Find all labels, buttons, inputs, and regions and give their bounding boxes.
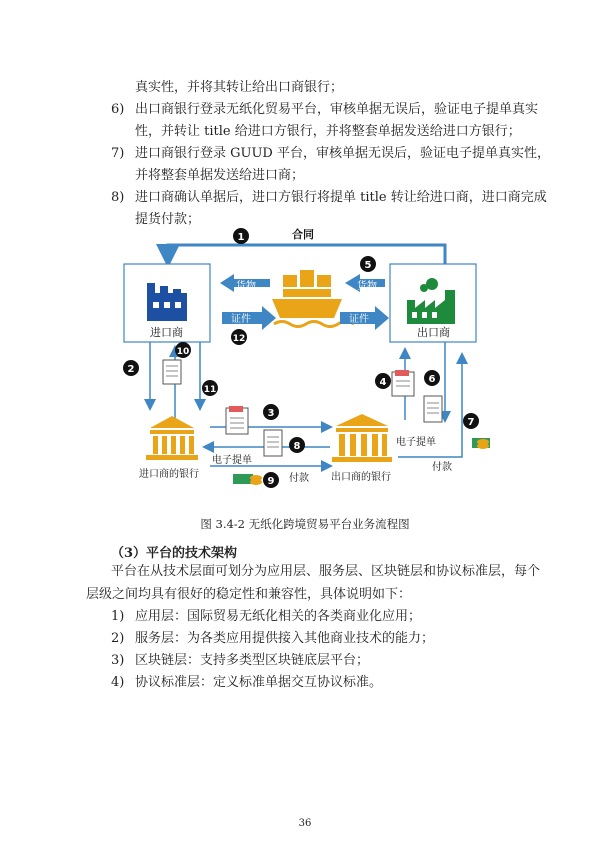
payment-label: 付款 <box>289 473 309 484</box>
contract-arrow <box>168 245 445 264</box>
cert-label: 证件 <box>349 314 369 325</box>
step-number: 5 <box>364 260 372 271</box>
document-icon <box>392 370 414 396</box>
document-icon <box>163 360 181 384</box>
text-line: 进口商确认单据后，进口方银行将提单 title 转让给进口商，进口商完成 <box>135 190 547 205</box>
cert-label: 证件 <box>231 314 251 325</box>
exporter-bank-label: 出口商的银行 <box>331 472 391 483</box>
document-icon <box>264 430 282 456</box>
step-number: 8 <box>293 441 301 452</box>
step-number: 4 <box>379 377 387 388</box>
list-item: 应用层：国际贸易无纸化相关的各类商业化应用； <box>135 609 422 624</box>
money-icon <box>233 474 262 485</box>
text-line: 出口商银行登录无纸化贸易平台，审核单据无误后，验证电子提单真实 <box>135 102 539 117</box>
step-number: 1 <box>237 232 245 243</box>
list-item: 区块链层：支持多类型区块链底层平台； <box>135 653 370 668</box>
contract-label: 合同 <box>292 228 314 241</box>
list-number: 1) <box>111 609 125 624</box>
text-line: 提货付款； <box>135 212 201 227</box>
step-number: 10 <box>176 347 190 357</box>
section-heading: （3）平台的技术架构 <box>111 546 238 561</box>
text-line: 并将整套单据发送给进口商； <box>135 168 305 183</box>
importer-bank-icon <box>146 416 198 460</box>
step-number: 2 <box>127 364 135 375</box>
list-number: 2) <box>111 631 125 646</box>
money-icon <box>472 438 490 449</box>
importer-label: 进口商 <box>150 326 183 339</box>
ebl-label: 电子提单 <box>396 437 436 448</box>
document-icon <box>424 396 442 422</box>
step-number: 6 <box>428 374 436 385</box>
goods-label: 货物 <box>357 281 377 292</box>
exporter-bank-icon <box>332 414 392 462</box>
text-line: 进口商银行登录 GUUD 平台，审核单据无误后，验证电子提单真实性， <box>135 146 550 161</box>
goods-label: 货物 <box>236 281 256 292</box>
list-number: 8) <box>111 190 125 205</box>
payment-label: 付款 <box>432 462 452 473</box>
list-number: 6) <box>111 102 125 117</box>
text-line: 真实性，并将其转让给出口商银行； <box>135 80 344 95</box>
list-number: 7) <box>111 146 125 161</box>
ebl-label: 电子提单 <box>212 455 252 466</box>
figure-caption: 图 3.4-2 无纸化跨境贸易平台业务流程图 <box>200 517 410 531</box>
document-icon <box>226 406 248 434</box>
step-number: 7 <box>467 417 475 428</box>
step-number: 9 <box>267 476 275 487</box>
exporter-label: 出口商 <box>417 326 450 339</box>
step-number: 3 <box>267 408 275 419</box>
importer-bank-label: 进口商的银行 <box>139 469 199 480</box>
page-number: 36 <box>298 818 312 829</box>
list-number: 3) <box>111 653 125 668</box>
step-number: 11 <box>203 385 217 395</box>
paragraph-line: 平台在从技术层面可划分为应用层、服务层、区块链层和协议标准层，每个 <box>111 564 541 579</box>
list-number: 4) <box>111 675 125 690</box>
step-number: 12 <box>232 334 246 344</box>
text-line: 性，并转让 title 给进口方银行，并将整套单据发送给进口方银行； <box>135 124 521 139</box>
paragraph-line: 层级之间均具有很好的稳定性和兼容性，具体说明如下： <box>86 587 412 602</box>
list-item: 服务层：为各类应用提供接入其他商业技术的能力； <box>135 631 435 646</box>
list-item: 协议标准层：定义标准单据交互协议标准。 <box>135 675 383 690</box>
